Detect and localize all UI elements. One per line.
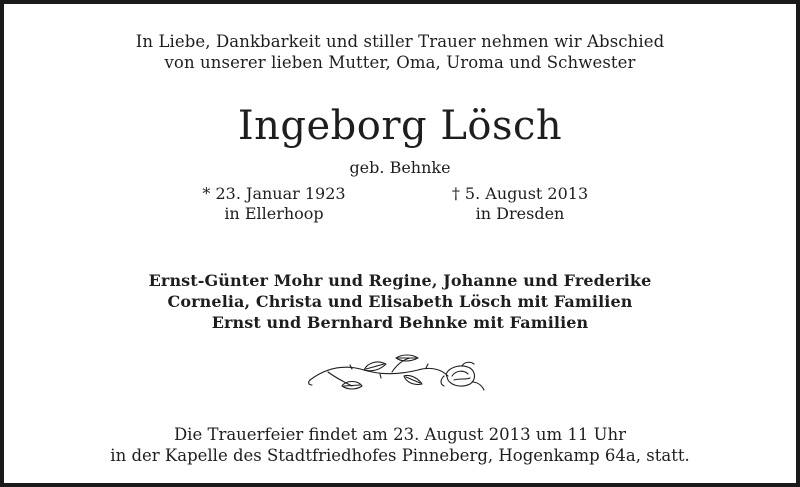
service-info [4, 424, 796, 466]
rose-branch-icon [306, 352, 496, 402]
intro-text [4, 31, 796, 73]
birth-place: in Ellerhoop [224, 204, 324, 223]
mourners-list [4, 270, 796, 333]
birth-date: * 23. Januar 1923 [202, 184, 346, 203]
birth-info [184, 184, 364, 224]
death-date: † 5. August 2013 [451, 184, 589, 203]
death-place: in Dresden [475, 204, 565, 223]
death-info [430, 184, 610, 224]
service-line-1: Die Trauerfeier findet am 23. August 2013 um 11 Uhr [173, 425, 627, 444]
intro-line-2: von unserer lieben Mutter, Oma, Uroma und Schwester [164, 53, 636, 72]
birth-name: geb. Behnke [349, 158, 451, 177]
mourner-line: Cornelia, Christa und Elisabeth Lösch mit Familien [167, 292, 633, 311]
deceased-name: Ingeborg Lösch [237, 103, 563, 149]
mourner-line: Ernst und Bernhard Behnke mit Familien [211, 313, 589, 332]
service-line-2: in der Kapelle des Stadtfriedhofes Pinneberg, Hogenkamp 64a, statt. [110, 446, 690, 465]
mourner-line: Ernst-Günter Mohr und Regine, Johanne und Frederike [148, 271, 652, 290]
intro-line-1: In Liebe, Dankbarkeit und stiller Trauer nehmen wir Abschied [135, 32, 665, 51]
